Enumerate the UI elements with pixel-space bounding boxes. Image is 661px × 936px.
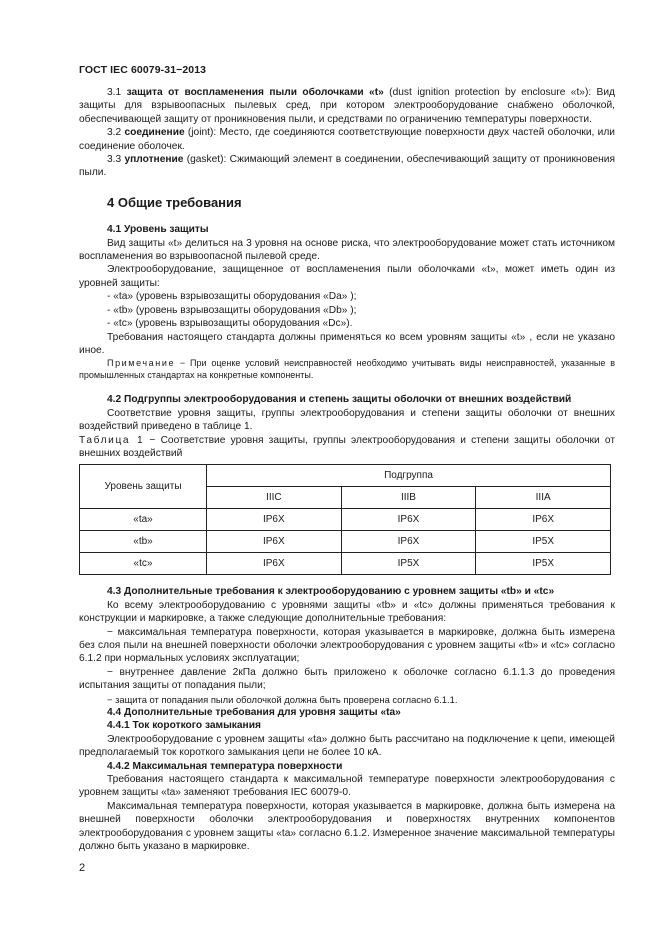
table-header-group: Подгруппа <box>207 465 611 487</box>
paragraph: − внутреннее давление 2кПа должно быть приложено к оболочке согласно 6.1.1.3 до проведения испытания защиты от попадания пыли; <box>79 666 615 692</box>
paragraph: Соответствие уровня защиты, группы электрооборудования и степени защиты оболочки от внешних воздействий приведено в таблице 1. <box>79 407 615 433</box>
subsection-heading: 4.2 Подгруппы электрооборудования и степень защиты оболочки от внешних воздействий <box>107 394 572 406</box>
list-item: - «tb» (уровень взрывозащиты оборудования «Db» ); <box>107 304 357 316</box>
definition-term: уплотнение <box>124 154 184 166</box>
table-row <box>80 553 611 575</box>
list-item: - «ta» (уровень взрывозащиты оборудования «Da» ); <box>107 291 357 303</box>
definition-number: 3.1 <box>107 87 122 98</box>
table-cell: IP6X <box>207 553 342 575</box>
table-cell: IP5X <box>476 553 611 575</box>
paragraph: Требования настоящего стандарта к максимальной температуре поверхности электрооборудования с уровнем защиты «ta» заменяют требования IEC 60079-0. <box>79 774 615 799</box>
paragraph: Ко всему электрооборудованию с уровнями защиты «tb» и «tc» должны применяться требования к конструкции и маркировке, а также следующие дополнительные требования: <box>79 599 615 625</box>
table-cell: IP6X <box>341 531 476 553</box>
table-caption <box>79 434 615 461</box>
subsection-heading: 4.3 Дополнительные требования к электрооборудованию с уровнем защиты «tb» и «tc» <box>107 586 555 598</box>
table-cell: IP6X <box>207 509 342 531</box>
table-subheader: IIIB <box>341 487 476 509</box>
definition-text: (gasket): Сжимающий элемент в соединении, обеспечивающий защиту от проникновения пыли. <box>79 154 615 179</box>
table-subheader: IIIA <box>476 487 611 509</box>
subsection-heading: 4.4 Дополнительные требования для уровня защиты «ta» <box>107 707 401 718</box>
paragraph: − защита от попадания пыли оболочкой должна быть проверена согласно 6.1.1. <box>107 693 458 705</box>
subsection-heading: 4.1 Уровень защиты <box>107 224 209 236</box>
table-cell: IP5X <box>476 531 611 553</box>
definition-number: 3.3 <box>107 154 122 166</box>
table-cell: IP5X <box>341 553 476 575</box>
definition-3-1 <box>79 86 615 126</box>
paragraph: Электрооборудование, защищенное от воспламенения пыли оболочками «t», может иметь один из уровней защиты: <box>79 264 615 289</box>
section-heading: 4 Общие требования <box>107 194 242 210</box>
table-caption-label: Таблица 1 <box>79 434 145 446</box>
table-cell-level: «ta» <box>80 509 207 531</box>
table-1 <box>79 464 611 575</box>
page-number: 2 <box>79 862 86 874</box>
table-cell-level: «tb» <box>80 531 207 553</box>
subsection-heading: 4.4.2 Максимальная температура поверхности <box>107 760 343 772</box>
paragraph: Электрооборудование с уровнем защиты «ta» должно быть рассчитано на подключение к цепи, имеющей предполагаемый ток короткого замыкания цепи не более 10 кА. <box>79 733 615 759</box>
table-cell: IP6X <box>476 509 611 531</box>
table-cell: IP6X <box>341 509 476 531</box>
table-caption-text: − Соответствие уровня защиты, группы электрооборудования и степени защиты оболочки от внешних воздействий <box>79 434 615 459</box>
note-text: − При оценке условий неисправностей необходимо учитывать виды неисправностей, указанные в промышленных стандартах на конкретные компоненты. <box>79 358 615 381</box>
table-subheader: IIIC <box>207 487 342 509</box>
definition-text: (joint): Место, где соединяются соответствующие поверхности двух частей оболочки, или соединение оболочек. <box>79 127 615 152</box>
definition-text: (dust ignition protection by enclosure «t»): Вид защиты для взрывоопасных пылевых сред, при котором электрооборудование снабжено оболочкой, обеспечивающей защиту от проникновения пыли, и средствами по ограничению температуры поверхности. <box>79 87 615 125</box>
document-body <box>79 86 615 853</box>
definition-term: соединение <box>124 127 185 139</box>
table-header-level: Уровень защиты <box>80 465 207 509</box>
table-row <box>80 531 611 553</box>
definition-3-3 <box>79 153 615 180</box>
definition-term: защита от воспламенения пыли оболочками «t» <box>126 87 384 98</box>
note <box>79 357 615 381</box>
definition-number: 3.2 <box>107 127 122 139</box>
subsection-heading: 4.4.1 Ток короткого замыкания <box>107 720 261 732</box>
table-cell-level: «tc» <box>80 553 207 575</box>
paragraph: Вид защиты «t» делиться на 3 уровня на основе риска, что электрооборудование может стать источником воспламенения во взрывоопасной пылевой среде. <box>79 237 615 263</box>
table-cell: IP6X <box>207 531 342 553</box>
paragraph: Максимальная температура поверхности, которая указывается в маркировке, должна быть измерена на внешней поверхности оболочки электрооборудования и поверхностях внутренних компонентов электрооборудования с уровнем защиты «ta» согласно 6.1.2. Измеренное значение максимальной температуры должно быть указано в маркировке. <box>79 800 615 853</box>
paragraph: − максимальная температура поверхности, которая указывается в маркировке, должна быть измерена без слоя пыли на внешней поверхности оболочки электрооборудования с уровнем защиты «tb» и «tc» согласно 6.1.2 при нормальных условиях эксплуатации; <box>79 626 615 665</box>
paragraph: Требования настоящего стандарта должны применяться ко всем уровням защиты «t» , если не указано иное. <box>79 331 615 356</box>
list-item: - «tc» (уровень взрывозащиты оборудования «Dc»). <box>107 318 353 330</box>
note-label: Примечание <box>107 358 176 369</box>
table-row <box>80 509 611 531</box>
document-header: ГОСТ IEC 60079-31−2013 <box>79 64 207 76</box>
definition-3-2 <box>79 126 615 153</box>
